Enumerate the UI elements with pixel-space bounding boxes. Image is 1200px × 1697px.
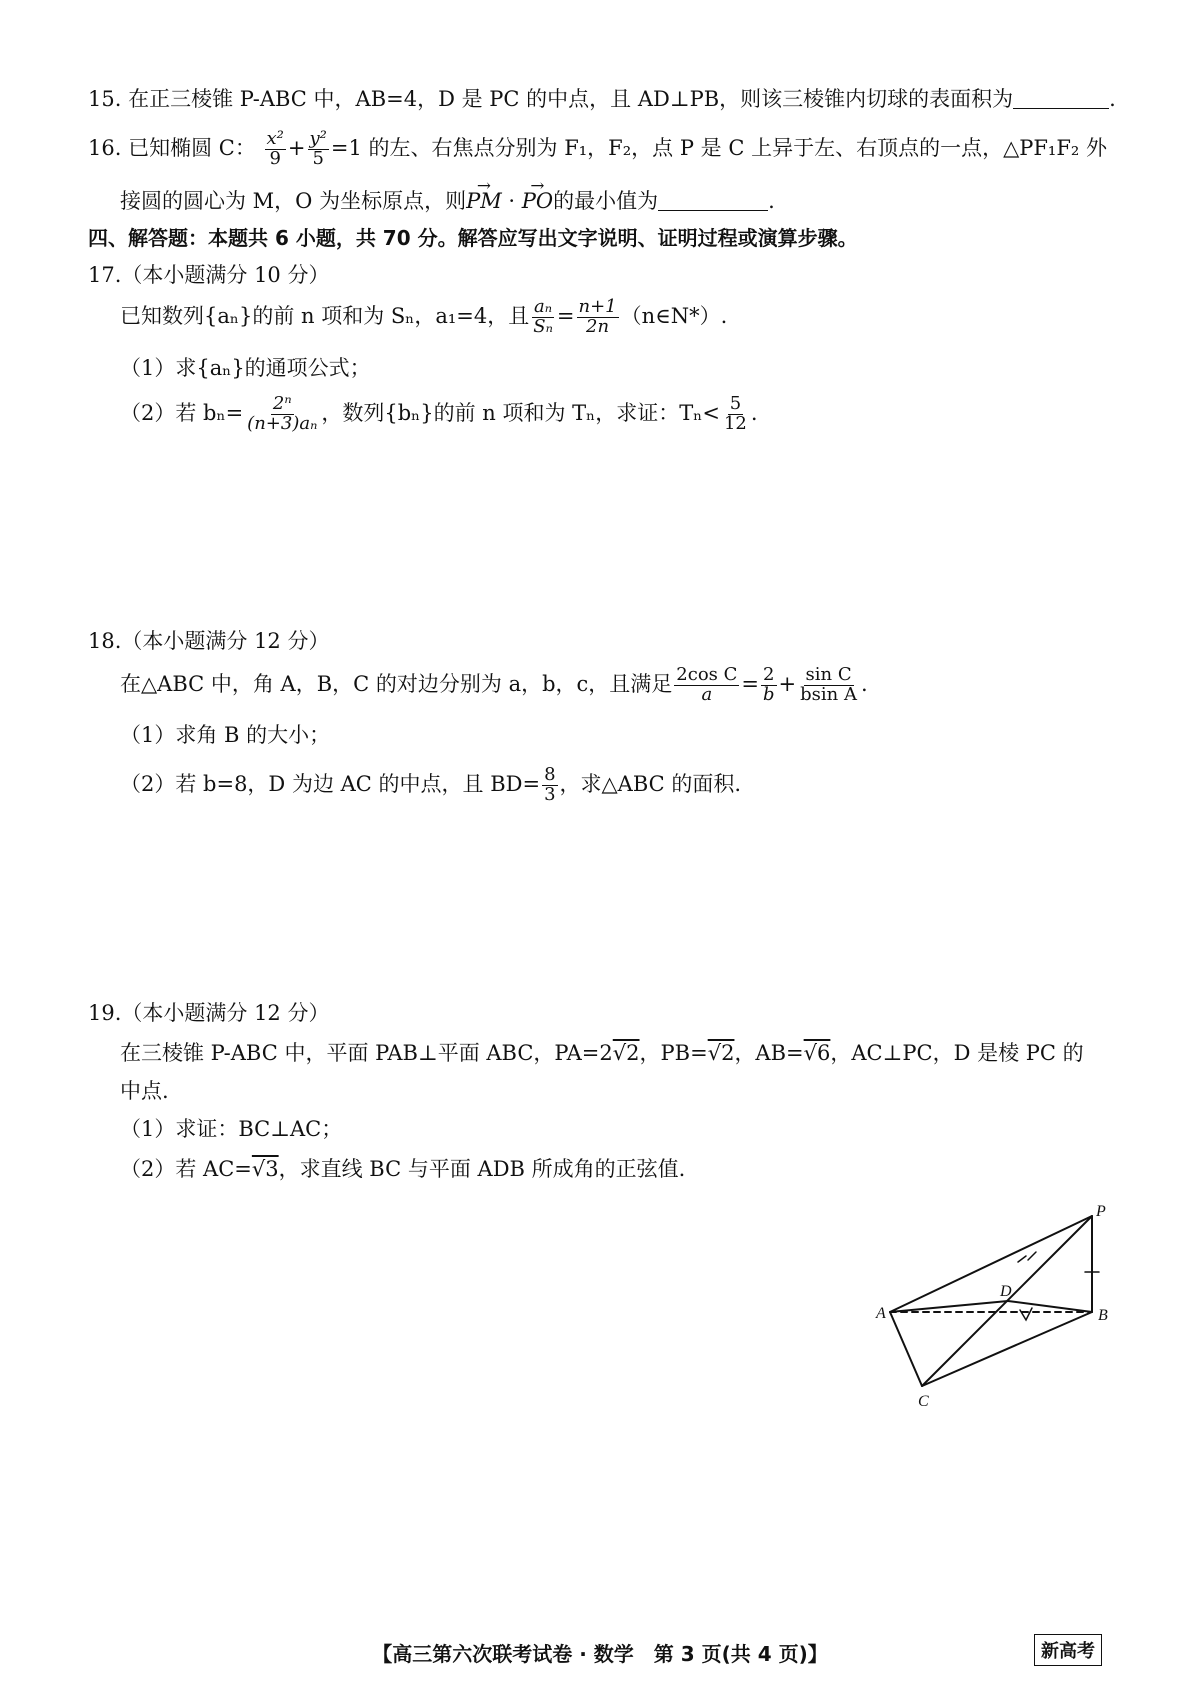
vertex-label-b: B	[1098, 1307, 1108, 1324]
q18-part-1: （1）求角 B 的大小；	[120, 723, 331, 747]
vertex-label-p: P	[1096, 1203, 1106, 1220]
question-16-line-1: 16. 已知椭圆 C： $\frac{\text{x²}}{9}$ + $\frac{\text{y²}}{5}$ =1 的左、右焦点分别为 F₁，F₂，点 P 是 C 上异于左、右顶点的一点，△PF₁F₂ 外	[88, 128, 1108, 169]
q19-stem-line-1: 在三棱锥 P-ABC 中，平面 PAB⊥平面 ABC，PA=2√2，PB=√2，AB=√6，AC⊥PC，D 是棱 PC 的	[120, 1041, 1084, 1065]
q18-part-2: （2）若 b=8，D 为边 AC 的中点，且 BD= $\frac{8}{3}$ ，求△ABC 的面积.	[120, 764, 742, 805]
fraction: $\frac{n+1}{2n}$	[578, 296, 617, 337]
fraction: $\frac{\text{2cos C}}{a}$	[676, 664, 738, 705]
fraction: $\frac{8}{3}$	[544, 764, 556, 805]
vector-po: → PO	[522, 188, 553, 215]
q16-answer-blank[interactable]	[658, 189, 768, 211]
q15-answer-blank[interactable]	[1013, 87, 1109, 109]
q19-part-1: （1）求证：BC⊥AC；	[120, 1117, 343, 1141]
fraction: $\frac{\text{x²}}{9}$	[266, 128, 284, 169]
q19-part-2: （2）若 AC=√3，求直线 BC 与平面 ADB 所成角的正弦值.	[120, 1157, 686, 1181]
vertex-label-a: A	[876, 1305, 886, 1322]
q18-header: 18.（本小题满分 12 分）	[88, 629, 330, 653]
fraction: $\frac{\text{y²}}{5}$	[309, 128, 327, 169]
q17-header: 17.（本小题满分 10 分）	[88, 263, 330, 287]
fraction: $\frac{5}{12}$	[723, 393, 747, 434]
section-heading: 四、解答题：本题共 6 小题，共 70 分。解答应写出文字说明、证明过程或演算步骤。	[88, 226, 858, 250]
point-label-d: D	[1000, 1283, 1012, 1300]
fraction: $\frac{\text{aₙ}}{\text{Sₙ}}$	[533, 296, 553, 337]
fraction: $\frac{2}{b}$	[763, 664, 775, 705]
vector-pm: → PM	[466, 188, 502, 215]
q18-stem: 在△ABC 中，角 A，B，C 的对边分别为 a，b，c，且满足 $\frac{\text{2cos C}}{a}$ = $\frac{2}{b}$ + $\frac{\text{sin C}}{\text{bsin A}}$ .	[120, 664, 868, 705]
q17-part-1: （1）求{aₙ}的通项公式；	[120, 356, 371, 380]
q17-part-2: （2）若 bₙ= $\frac{\text{2ⁿ}}{\text{(n+3)aₙ}}$ ，数列{bₙ}的前 n 项和为 Tₙ，求证：Tₙ< $\frac{5}{12}$ .	[120, 393, 758, 434]
fraction: $\frac{\text{2ⁿ}}{\text{(n+3)aₙ}}$	[247, 393, 318, 434]
q17-stem: 已知数列{aₙ}的前 n 项和为 Sₙ，a₁=4，且 $\frac{\text{aₙ}}{\text{Sₙ}}$ = $\frac{n+1}{2n}$ （n∈N*）.	[120, 296, 728, 337]
page-footer: 【高三第六次联考试卷 · 数学 第 3 页(共 4 页)】	[372, 1642, 828, 1666]
question-15: 15. 在正三棱锥 P-ABC 中，AB=4，D 是 PC 的中点，且 AD⊥PB，则该三棱锥内切球的表面积为 .	[88, 87, 1116, 111]
q19-stem-line-2: 中点.	[120, 1079, 169, 1103]
q19-header: 19.（本小题满分 12 分）	[88, 1001, 330, 1025]
q15-text: 15. 在正三棱锥 P-ABC 中，AB=4，D 是 PC 的中点，且 AD⊥PB，则该三棱锥内切球的表面积为	[88, 87, 1014, 111]
pyramid-figure	[876, 1200, 1140, 1440]
question-16-line-2: 接圆的圆心为 M，O 为坐标原点，则→ PM · → PO的最小值为 .	[120, 188, 775, 215]
vertex-label-c: C	[918, 1393, 929, 1410]
edition-badge: 新高考	[1034, 1634, 1102, 1666]
fraction: $\frac{\text{sin C}}{\text{bsin A}}$	[800, 664, 857, 705]
